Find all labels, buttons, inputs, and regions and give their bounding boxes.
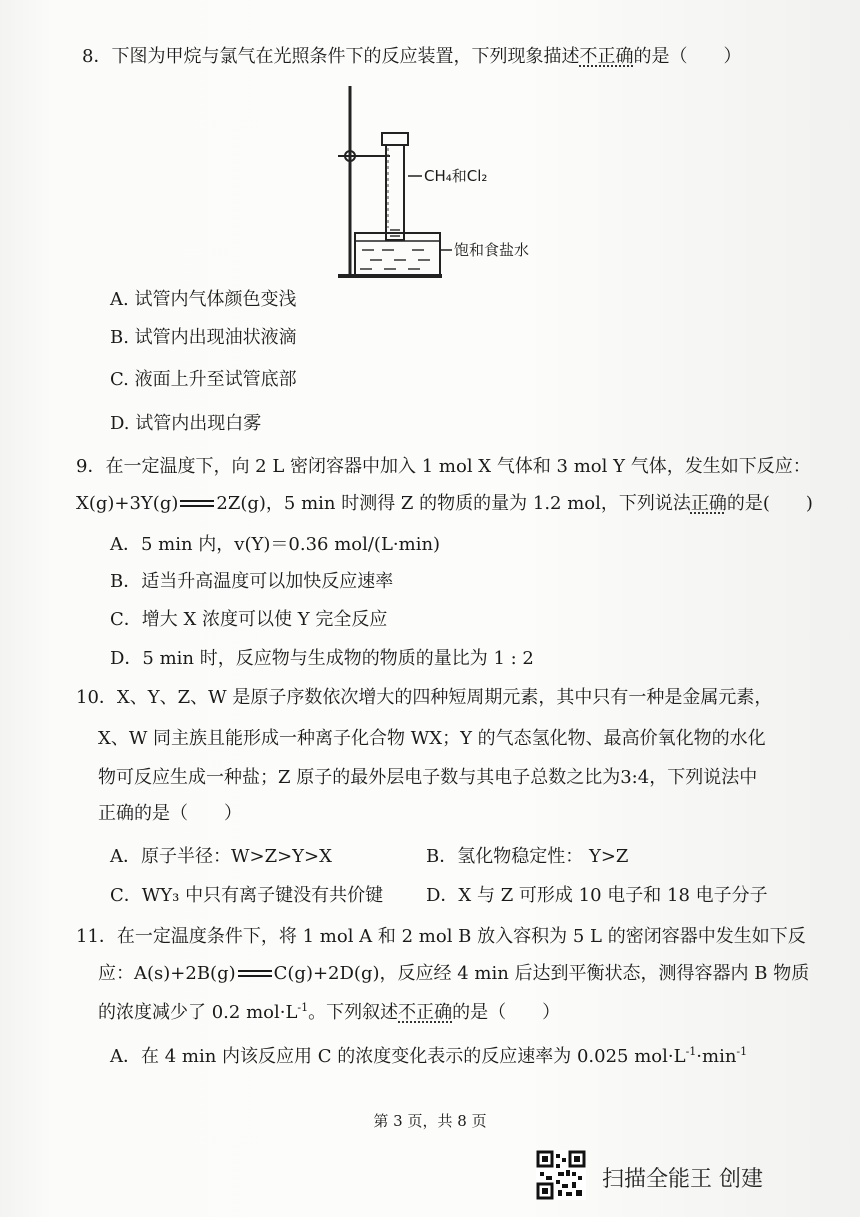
q8-stem: 8．下图为甲烷与氯气在光照条件下的反应装置，下列现象描述不正确的是（ ） (82, 46, 742, 67)
label-water: 饱和食盐水 (454, 241, 530, 259)
q9-option-d: D．5 min 时，反应物与生成物的物质的量比为 1 : 2 (110, 648, 534, 669)
q9-stem-line2: X(g)+3Y(g) 2Z(g)，5 min 时测得 Z 的物质的量为 1.2 mol，下列说法正确的是( ) (76, 493, 813, 514)
q10-option-a: A．原子半径：W>Z>Y>X (110, 846, 332, 867)
q8-option-d: D. 试管内出现白雾 (110, 413, 262, 434)
q11-option-a: A．在 4 min 内该反应用 C 的浓度变化表示的反应速率为 0.025 $mol\cdot L^{-1}\cdot\min^{-1}$ (110, 1045, 748, 1067)
page-footer: 第 3 页，共 8 页 (373, 1112, 487, 1130)
equilibrium-arrow (180, 499, 214, 509)
q8-option-a: A. 试管内气体颜色变浅 (110, 289, 297, 310)
q10-stem-line2: X、W 同主族且能形成一种离子化合物 WX；Y 的气态氢化物、最高价氧化物的水化 (98, 728, 766, 749)
q9-stem-line1: 9．在一定温度下，向 2 L 密闭容器中加入 1 mol X 气体和 3 mol Y 气体，发生如下反应： (76, 456, 811, 477)
q11-stem-line1: 11．在一定温度条件下，将 1 mol A 和 2 mol B 放入容积为 5 L 的密闭容器中发生如下反 (76, 926, 806, 947)
q11-stem-line3: 的浓度减少了 0.2 $mol\cdot L^{-1}$。下列叙述不正确的是（ ） (98, 1001, 561, 1023)
qr-code-icon (536, 1150, 586, 1200)
q9-option-c: C．增大 X 浓度可以使 Y 完全反应 (110, 609, 388, 630)
q10-option-d: D．X 与 Z 可形成 10 电子和 18 电子分子 (426, 885, 768, 906)
q8-option-b: B. 试管内出现油状液滴 (110, 327, 297, 348)
scanner-brand-text: 扫描全能王 创建 (602, 1167, 763, 1192)
q9-option-a: A．5 min 内，v(Y)＝0.36 mol/(L·min) (110, 534, 441, 555)
q10-stem-line1: 10．X、Y、Z、W 是原子序数依次增大的四种短周期元素，其中只有一种是金属元素， (76, 687, 773, 708)
q8-option-c: C. 液面上升至试管底部 (110, 369, 297, 390)
q11-stem-line2: 应：A(s)+2B(g) C(g)+2D(g)，反应经 4 min 后达到平衡状态，测得容器内 B 物质 (98, 963, 810, 984)
apparatus-diagram (330, 78, 570, 288)
q9-option-b: B．适当升高温度可以加快反应速率 (110, 571, 394, 592)
q10-option-b: B．氢化物稳定性： Y>Z (426, 846, 629, 867)
q10-option-c: C．WY₃ 中只有离子键没有共价键 (110, 885, 384, 906)
scanner-watermark (536, 1150, 856, 1200)
q10-stem-line4: 正确的是（ ） (98, 803, 242, 824)
label-gas: CH₄和Cl₂ (424, 167, 488, 185)
q10-stem-line3: 物可反应生成一种盐；Z 原子的最外层电子数与其电子总数之比为3:4，下列说法中 (98, 767, 758, 788)
equilibrium-arrow (238, 969, 272, 979)
